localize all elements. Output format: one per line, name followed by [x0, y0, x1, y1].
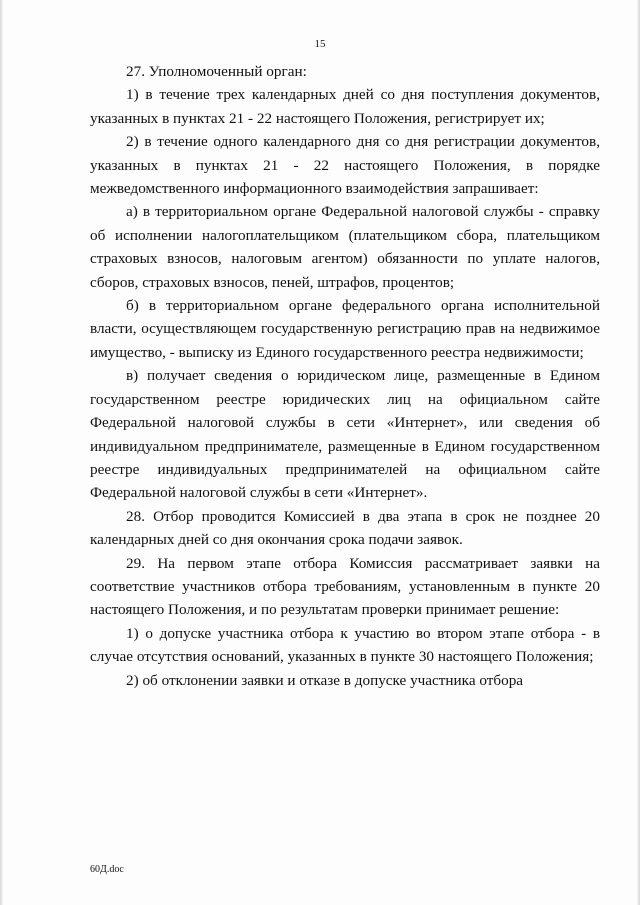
paragraph-27-2: 2) в течение одного календарного дня со дня регистрации документов, указанных в пунктах 21 - 22 настоящего Положения, в порядке межведомственного информационного взаимодействия запрашивает:: [90, 133, 600, 198]
paragraph-27-1: 1) в течение трех календарных дней со дня поступления документов, указанных в пунктах 21 - 22 настоящего Положения, регистрирует их;: [90, 86, 600, 127]
paragraph-29: 29. На первом этапе отбора Комиссия рассматривает заявки на соответствие участников отбора требованиям, установленным в пункте 20 настоящего Положения, и по результатам проверки принимает решение:: [90, 554, 600, 619]
paragraph-28: 28. Отбор проводится Комиссией в два этапа в срок не позднее 20 календарных дней со дня окончания срока подачи заявок.: [90, 507, 600, 549]
paragraph-27-2-a: а) в территориальном органе Федеральной налоговой службы - справку об исполнении налогоплательщиком (плательщиком сбора, плательщиком страховых взносов, налоговым агентом) обязанности по уплате налогов, сборов, страховых взносов, пеней, штрафов, процентов;: [90, 203, 600, 291]
paragraph-27-2-b: б) в территориальном органе федерального органа исполнительной власти, осуществляющем государственную регистрацию прав на недвижимое имущество, - выписку из Единого государственного реестра недвижимости;: [90, 297, 600, 361]
page-number: 15: [314, 38, 326, 50]
paragraph-27-2-v: в) получает сведения о юридическом лице, размещенные в Едином государственном реестре юридических лиц на официальном сайте Федеральной налоговой службы в сети «Интернет», или сведения об индивидуальном предпринимателе, размещенные в Едином государственном реестре индивидуальных предпринимателей на официальном сайте Федеральной налоговой службы в сети «Интернет».: [90, 367, 600, 502]
paragraph-29-1: 1) о допуске участника отбора к участию во втором этапе отбора - в случае отсутствия оснований, указанных в пункте 30 настоящего Положения;: [90, 624, 600, 666]
document-body: [90, 60, 600, 692]
footer-filename: 60Д.doc: [90, 864, 124, 875]
paragraph-27: 27. Уполномоченный орган:: [126, 63, 307, 80]
scan-edge-left: [0, 0, 3, 905]
paragraph-29-2: 2) об отклонении заявки и отказе в допуске участника отбора: [126, 671, 524, 689]
